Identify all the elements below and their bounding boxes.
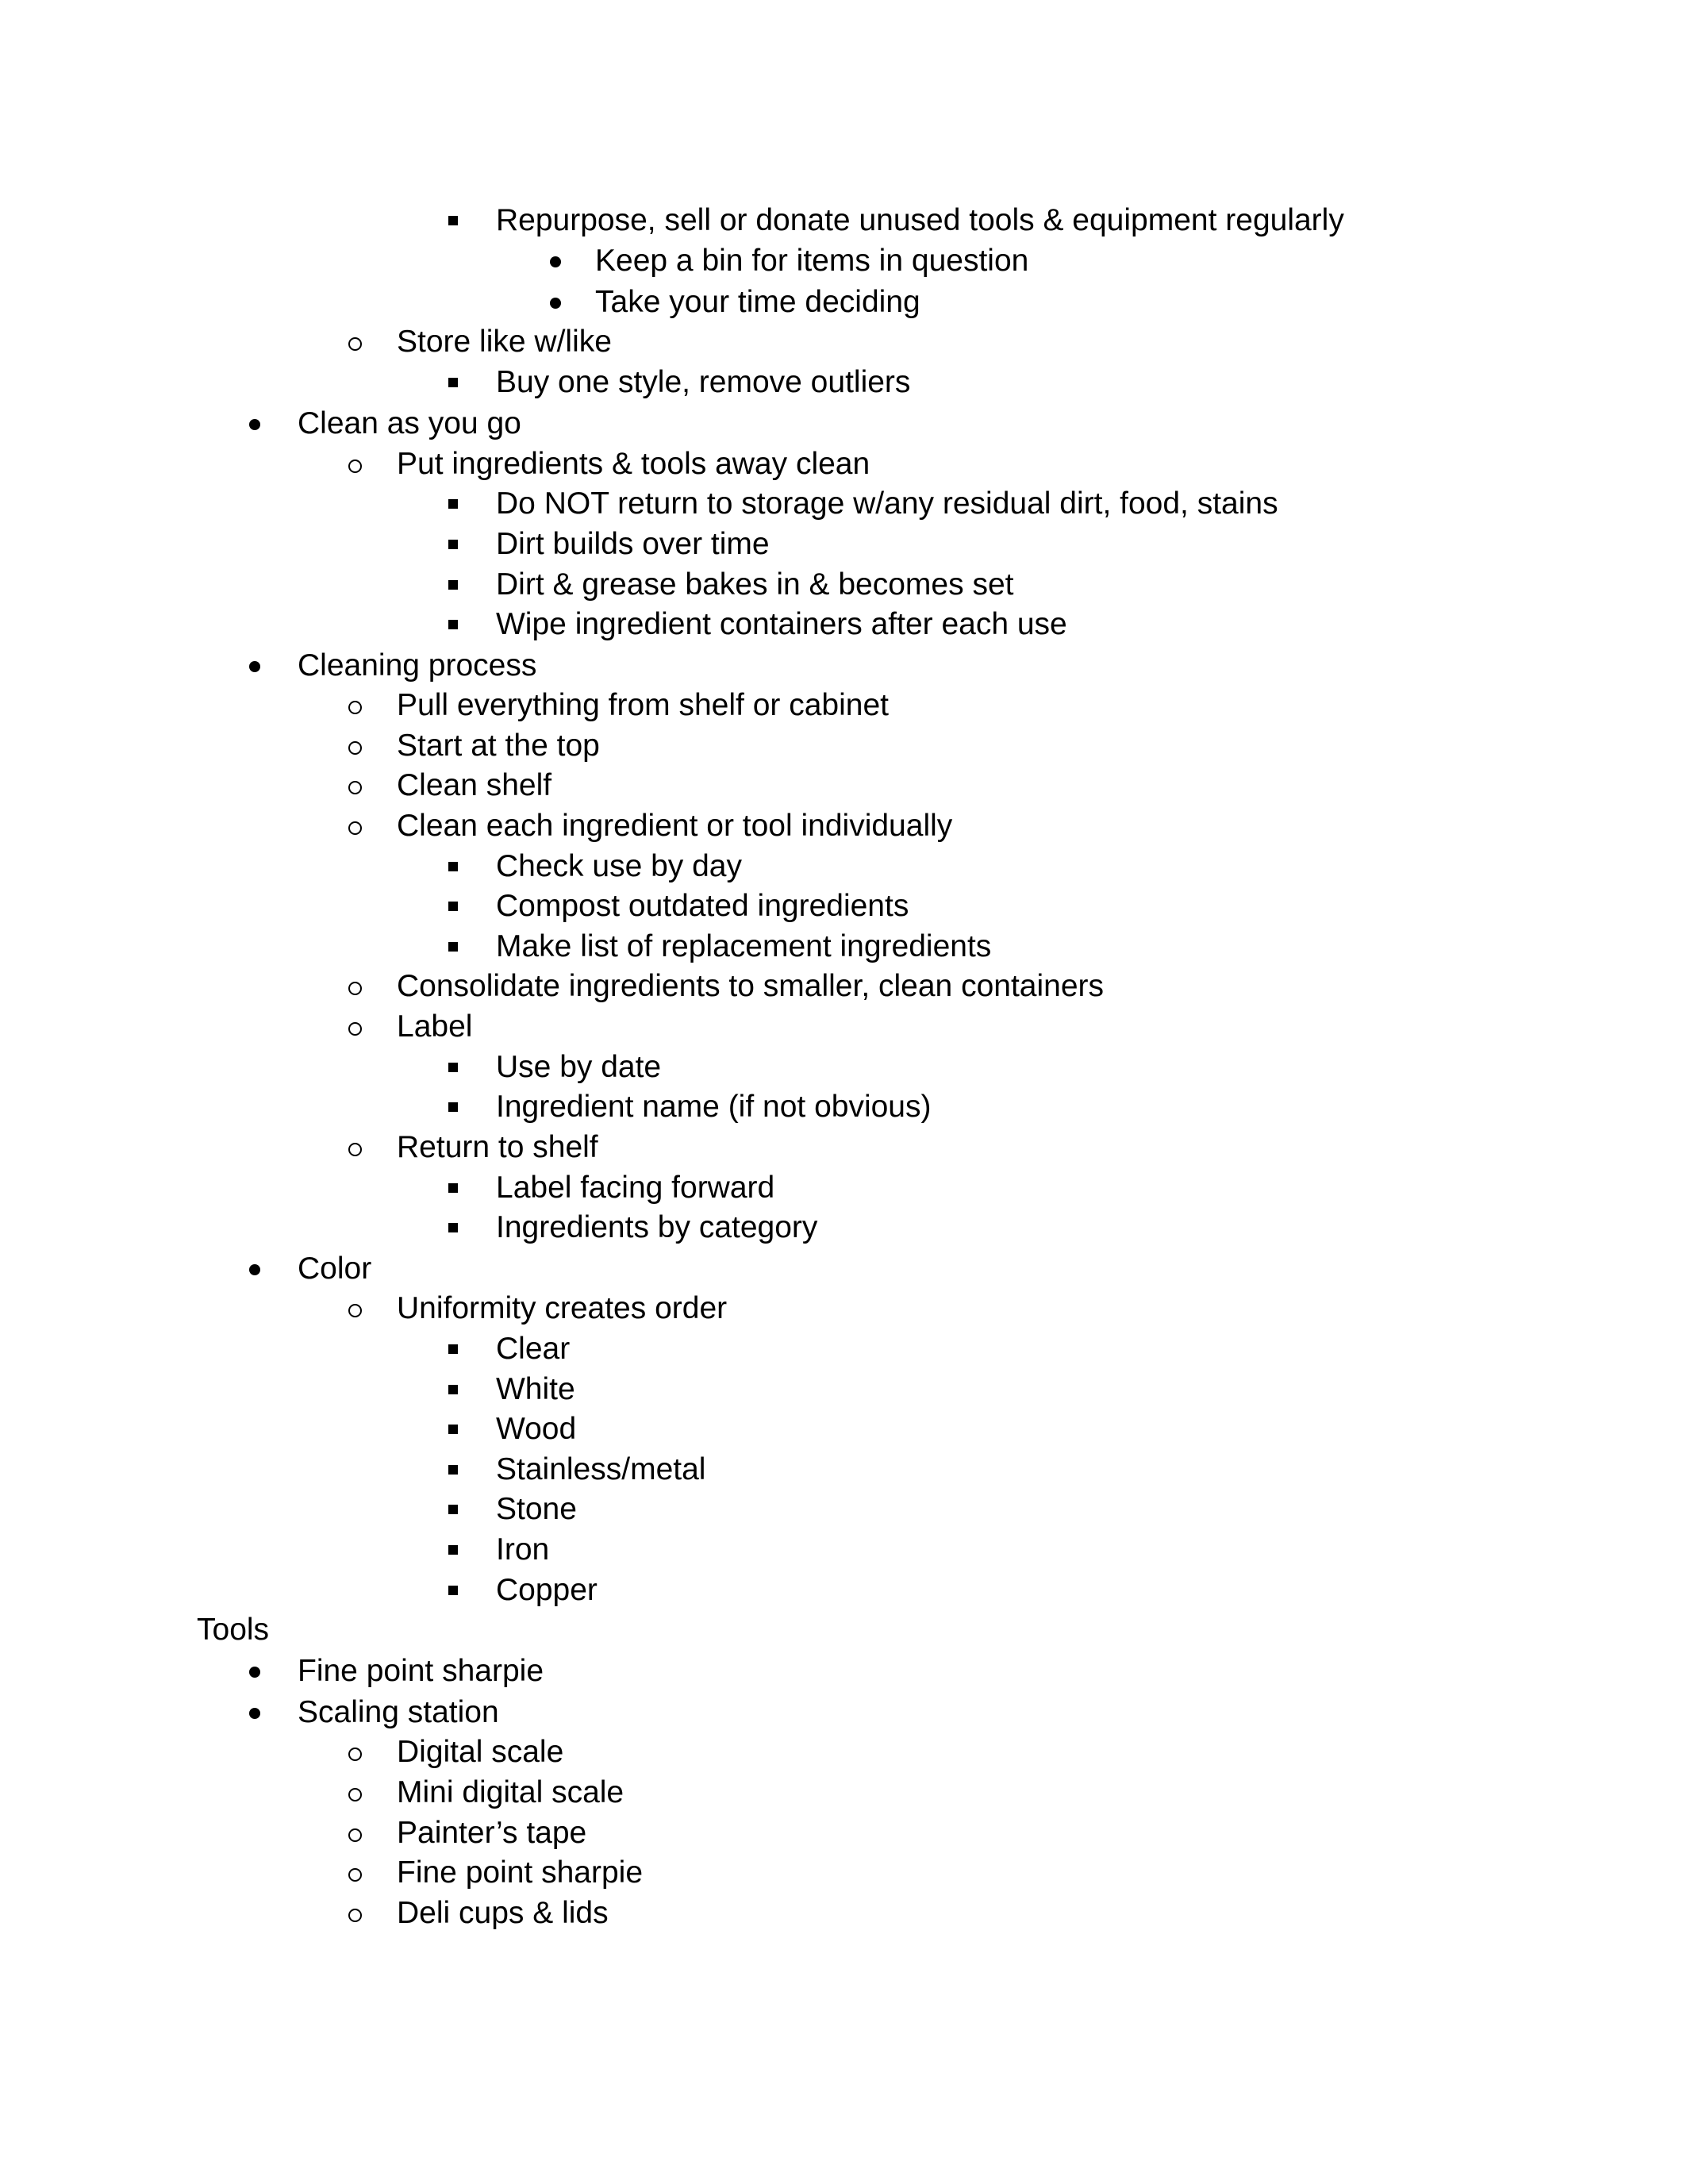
list-item <box>0 1328 1687 1369</box>
list-item <box>0 564 1687 605</box>
circle-bullet-icon <box>348 1828 362 1842</box>
square-bullet-icon <box>448 580 458 590</box>
list-item-text: Consolidate ingredients to smaller, clean containers <box>397 969 1105 1003</box>
list-item-text: Ingredients by category <box>496 1210 818 1244</box>
circle-bullet-icon <box>348 459 362 473</box>
list-item <box>0 1207 1687 1248</box>
circle-bullet-icon <box>348 701 362 714</box>
disc-bullet-icon <box>550 256 561 267</box>
list-item <box>0 403 1687 444</box>
list-item <box>0 1006 1687 1047</box>
disc-bullet-icon <box>249 1667 260 1678</box>
list-item-text: Use by date <box>496 1050 662 1084</box>
square-bullet-icon <box>448 1465 458 1475</box>
list-item-text: Start at the top <box>397 729 600 763</box>
list-item <box>0 1570 1687 1610</box>
circle-bullet-icon <box>348 1304 362 1317</box>
square-bullet-icon <box>448 1063 458 1072</box>
list-item-text: Repurpose, sell or donate unused tools & equipment regularly <box>496 203 1344 237</box>
list-item-text: Wipe ingredient containers after each use <box>496 607 1067 641</box>
list-item-text: Stainless/metal <box>496 1452 706 1486</box>
section-heading-text: Tools <box>197 1613 270 1647</box>
list-item-text: Buy one style, remove outliers <box>496 365 911 399</box>
circle-bullet-icon <box>348 982 362 995</box>
square-bullet-icon <box>448 540 458 549</box>
list-item <box>0 1167 1687 1208</box>
list-item-text: Copper <box>496 1573 598 1607</box>
square-bullet-icon <box>448 862 458 871</box>
list-item-text: Dirt builds over time <box>496 527 770 561</box>
list-item <box>0 765 1687 806</box>
disc-bullet-icon <box>249 661 260 672</box>
list-item-text: Clear <box>496 1332 571 1366</box>
square-bullet-icon <box>448 1344 458 1354</box>
list-item <box>0 966 1687 1006</box>
circle-bullet-icon <box>348 781 362 794</box>
disc-bullet-icon <box>249 419 260 430</box>
list-item <box>0 1732 1687 1772</box>
list-item-text: Clean as you go <box>298 406 521 440</box>
list-item <box>0 1813 1687 1853</box>
list-item-text: Clean each ingredient or tool individually <box>397 809 953 843</box>
square-bullet-icon <box>448 1102 458 1112</box>
square-bullet-icon <box>448 1183 458 1193</box>
disc-bullet-icon <box>550 298 561 309</box>
list-item <box>0 1127 1687 1167</box>
list-item-text: Stone <box>496 1492 577 1526</box>
list-item <box>0 645 1687 686</box>
list-item <box>0 1409 1687 1449</box>
list-item <box>0 1369 1687 1409</box>
square-bullet-icon <box>448 1385 458 1394</box>
list-item <box>0 1288 1687 1328</box>
list-item <box>0 362 1687 402</box>
list-item-text: Wood <box>496 1412 577 1446</box>
disc-bullet-icon <box>249 1708 260 1719</box>
list-item <box>0 1047 1687 1087</box>
list-item <box>0 240 1687 281</box>
square-bullet-icon <box>448 1425 458 1434</box>
list-item <box>0 926 1687 967</box>
list-item-text: Pull everything from shelf or cabinet <box>397 688 889 722</box>
list-item <box>0 806 1687 846</box>
square-bullet-icon <box>448 1505 458 1514</box>
list-item <box>0 685 1687 725</box>
list-item <box>0 483 1687 524</box>
list-item <box>0 1852 1687 1893</box>
circle-bullet-icon <box>348 741 362 755</box>
list-item-text: Fine point sharpie <box>298 1654 544 1688</box>
list-item <box>0 725 1687 766</box>
circle-bullet-icon <box>348 1868 362 1882</box>
list-item-text: Check use by day <box>496 849 743 883</box>
list-item-text: Deli cups & lids <box>397 1896 609 1930</box>
list-item-text: Label facing forward <box>496 1171 775 1205</box>
list-item <box>0 1772 1687 1813</box>
list-item <box>0 1449 1687 1490</box>
list-item-text: Store like w/like <box>397 325 612 359</box>
list-item-text: Cleaning process <box>298 648 537 682</box>
list-item-text: Painter’s tape <box>397 1816 587 1850</box>
list-item-text: Put ingredients & tools away clean <box>397 447 870 481</box>
list-item-text: Color <box>298 1252 372 1286</box>
list-item-text: Scaling station <box>298 1695 499 1729</box>
square-bullet-icon <box>448 620 458 629</box>
list-item-text: Dirt & grease bakes in & becomes set <box>496 567 1014 602</box>
square-bullet-icon <box>448 216 458 225</box>
list-item <box>0 282 1687 322</box>
list-item <box>0 886 1687 926</box>
list-item-text: Keep a bin for items in question <box>595 244 1029 278</box>
square-bullet-icon <box>448 1545 458 1555</box>
circle-bullet-icon <box>348 1022 362 1036</box>
list-item <box>0 1893 1687 1933</box>
square-bullet-icon <box>448 378 458 387</box>
circle-bullet-icon <box>348 1788 362 1801</box>
square-bullet-icon <box>448 1586 458 1595</box>
list-item-text: Iron <box>496 1532 550 1567</box>
list-item <box>0 846 1687 886</box>
circle-bullet-icon <box>348 337 362 351</box>
list-item-text: Mini digital scale <box>397 1775 624 1809</box>
list-item <box>0 1529 1687 1570</box>
circle-bullet-icon <box>348 1748 362 1761</box>
list-item-text: Make list of replacement ingredients <box>496 929 992 963</box>
list-item-text: Digital scale <box>397 1735 564 1769</box>
list-item-text: Take your time deciding <box>595 285 920 319</box>
list-item-text: Compost outdated ingredients <box>496 889 909 923</box>
list-item <box>0 1692 1687 1732</box>
circle-bullet-icon <box>348 1143 362 1156</box>
list-item-text: Clean shelf <box>397 768 552 802</box>
circle-bullet-icon <box>348 1909 362 1922</box>
list-item <box>0 524 1687 564</box>
disc-bullet-icon <box>249 1264 260 1275</box>
list-item-text: White <box>496 1372 575 1406</box>
list-item <box>0 1489 1687 1529</box>
square-bullet-icon <box>448 499 458 509</box>
list-item-text: Return to shelf <box>397 1130 598 1164</box>
list-item <box>0 200 1687 240</box>
list-item <box>0 1651 1687 1691</box>
section-heading <box>0 1609 1687 1650</box>
list-item <box>0 1086 1687 1127</box>
list-item <box>0 604 1687 644</box>
list-item <box>0 1248 1687 1289</box>
square-bullet-icon <box>448 1223 458 1232</box>
list-item-text: Uniformity creates order <box>397 1291 728 1325</box>
square-bullet-icon <box>448 942 458 952</box>
list-item-text: Ingredient name (if not obvious) <box>496 1090 932 1124</box>
list-item-text: Do NOT return to storage w/any residual dirt, food, stains <box>496 486 1278 521</box>
list-item <box>0 444 1687 484</box>
list-item-text: Label <box>397 1009 473 1044</box>
square-bullet-icon <box>448 902 458 911</box>
list-item-text: Fine point sharpie <box>397 1855 644 1890</box>
circle-bullet-icon <box>348 821 362 835</box>
list-item <box>0 321 1687 362</box>
